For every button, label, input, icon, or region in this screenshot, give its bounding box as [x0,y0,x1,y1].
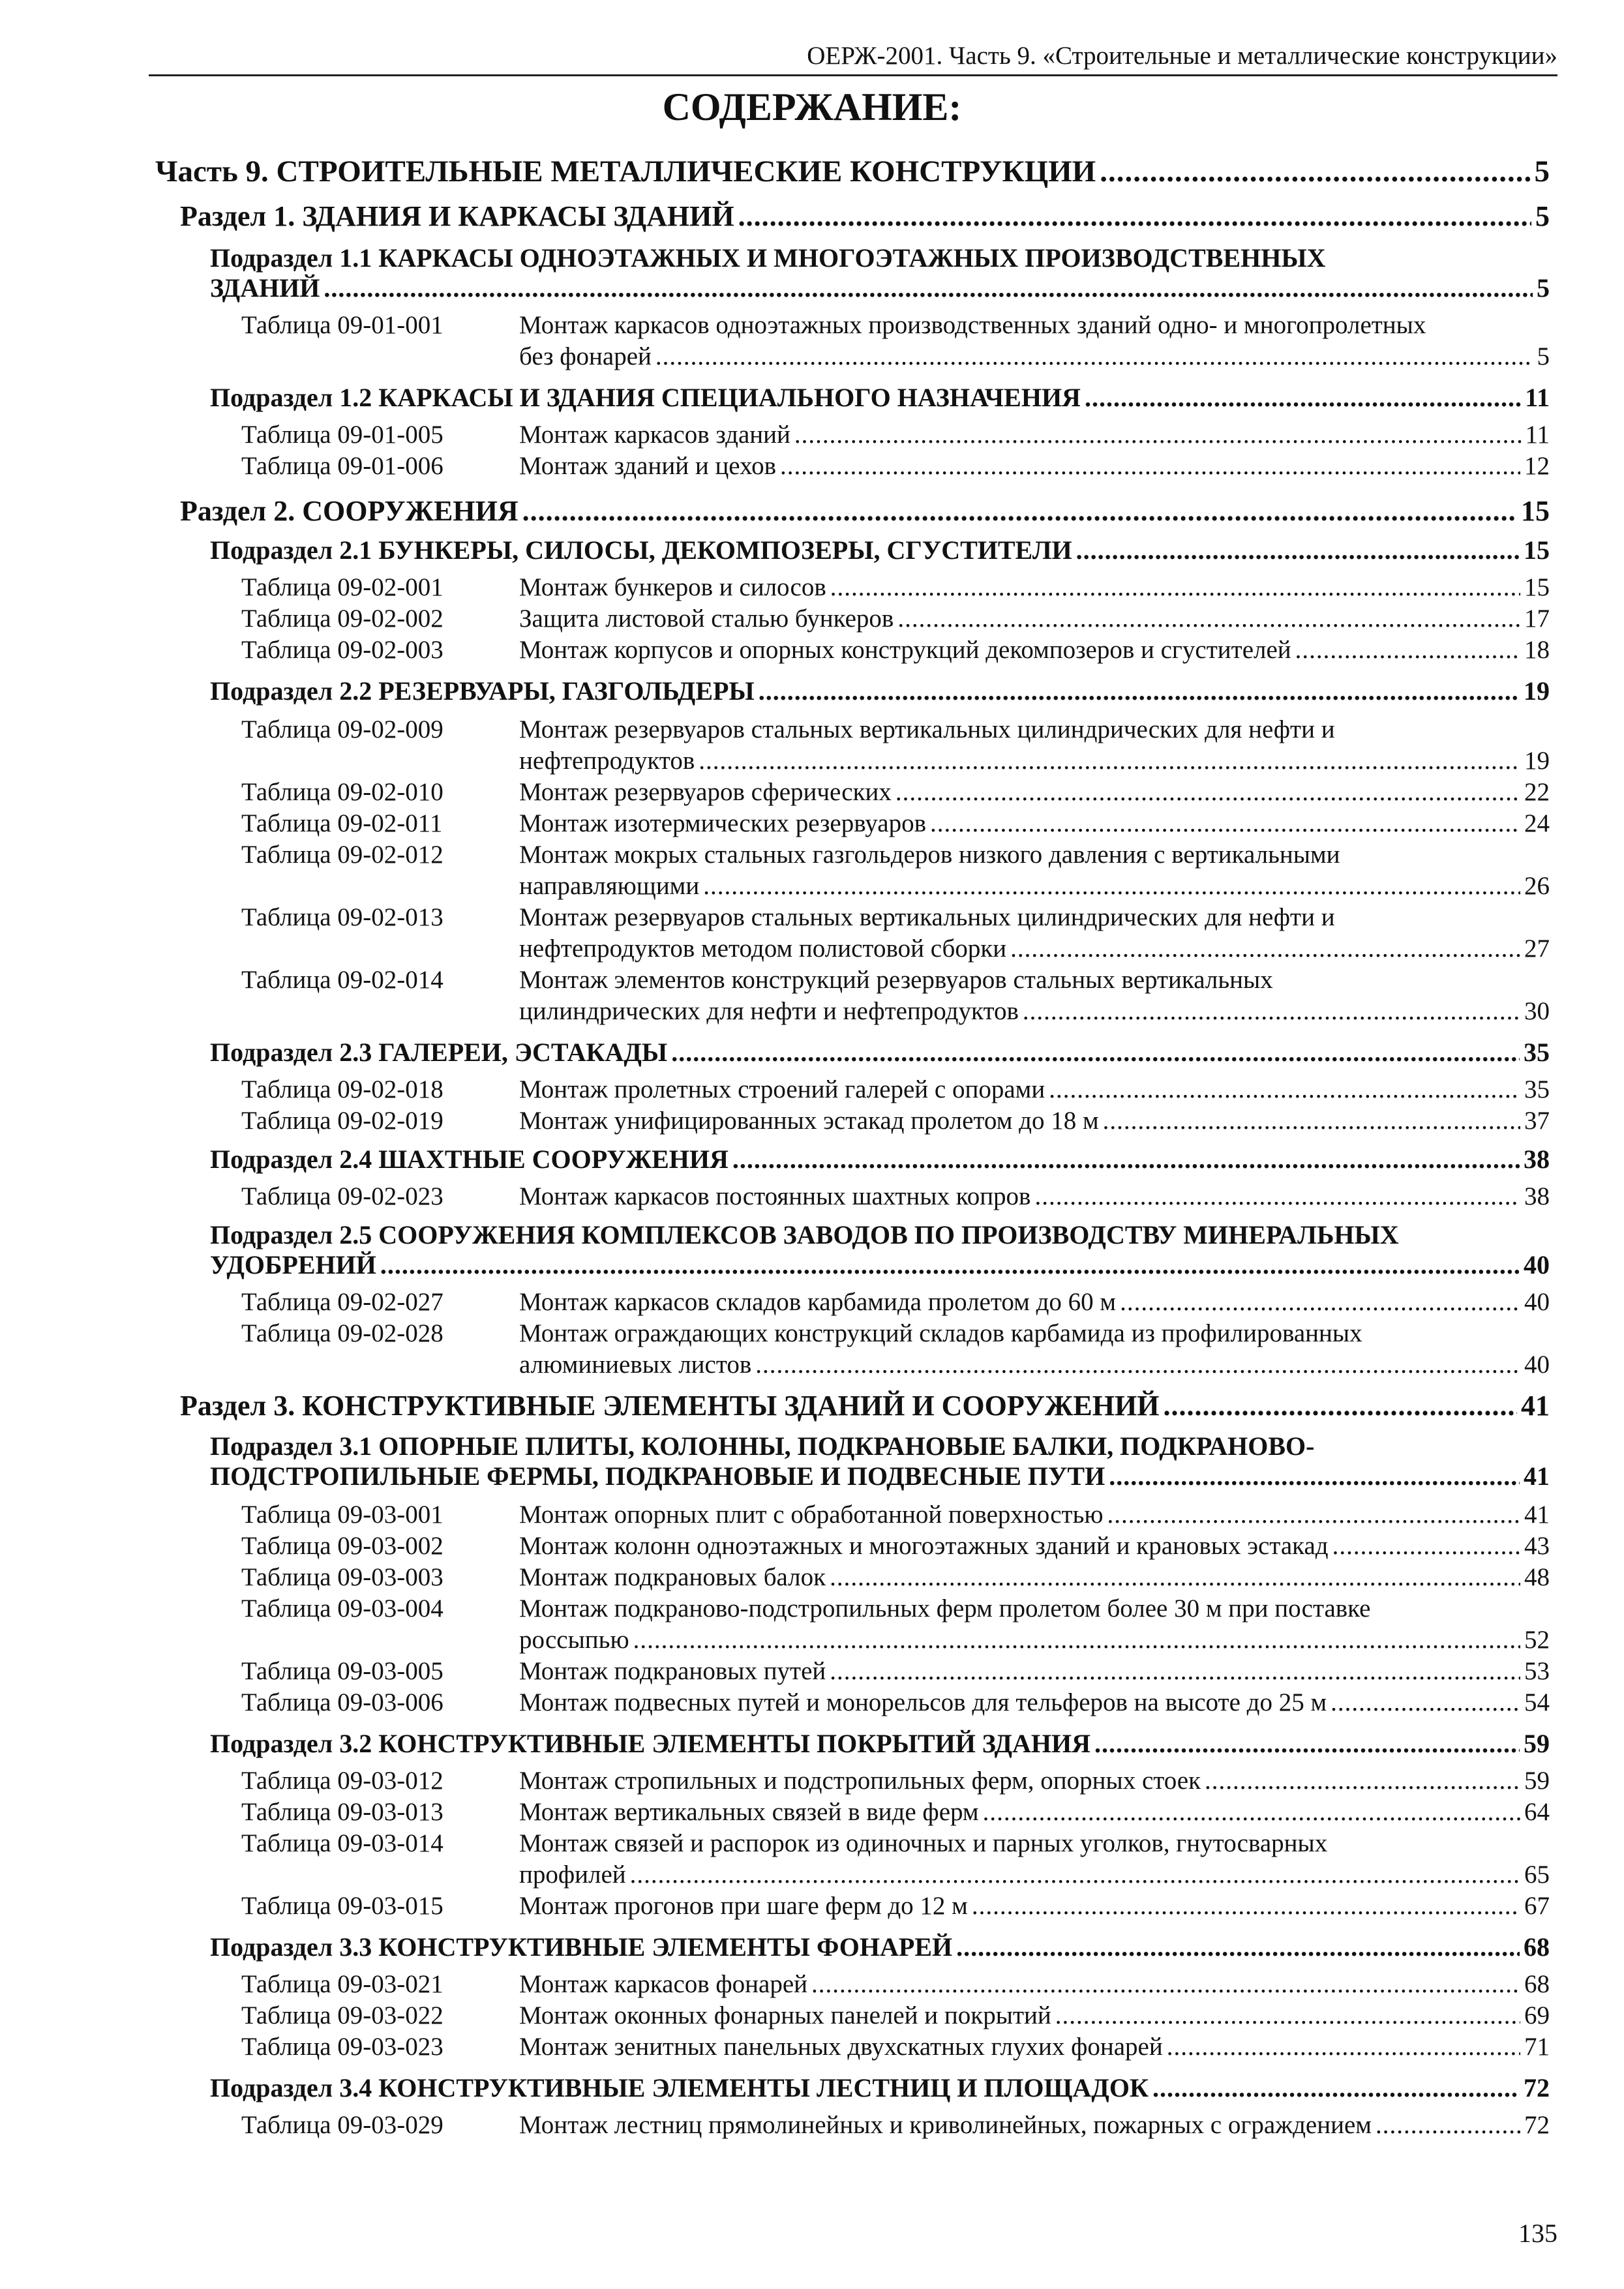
toc-title: Подраздел 2.2 РЕЗЕРВУАРЫ, ГАЗГОЛЬДЕРЫ [210,676,755,706]
toc-subsection-3-4[interactable] [210,2072,1550,2103]
toc-page: 5 [1535,200,1550,232]
dot-leader [830,1656,1520,1686]
toc-table-09-03-023[interactable] [519,2032,1550,2061]
toc-title: Монтаж каркасов фонарей [519,1970,808,1998]
toc-subsection-3-1[interactable] [210,1461,1550,1491]
table-code: Таблица 09-03-012 [241,1767,444,1795]
dot-leader [1205,1766,1520,1795]
toc-page: 19 [1524,676,1550,706]
toc-title: Монтаж унифицированных эстакад пролетом до 18 м [519,1107,1099,1135]
toc-page: 35 [1524,1038,1550,1067]
dot-leader [380,1249,1520,1280]
toc-table-09-03-001[interactable] [519,1500,1550,1529]
toc-table-09-02-018[interactable] [519,1075,1550,1104]
toc-title: Монтаж зданий и цехов [519,452,777,480]
table-title-line1[interactable]: Монтаж резервуаров стальных вертикальных цилиндрических для нефти и [519,903,1335,931]
toc-page: 19 [1524,747,1550,775]
toc-page: 30 [1524,997,1550,1025]
dot-leader [755,1350,1520,1379]
dot-leader [1120,1287,1520,1317]
toc-page: 38 [1524,1144,1550,1174]
table-code: Таблица 09-03-005 [241,1657,444,1685]
toc-page: 64 [1524,1798,1550,1826]
dot-leader [655,342,1533,371]
toc-title: Монтаж лестниц прямолинейных и криволинейных, пожарных с ограждением [519,2111,1372,2139]
toc-table-09-03-005[interactable] [519,1656,1550,1686]
toc-title: Раздел 1. ЗДАНИЯ И КАРКАСЫ ЗДАНИЙ [180,200,734,232]
toc-title: профилей [519,1861,626,1889]
table-code: Таблица 09-02-019 [241,1107,444,1135]
toc-table-09-02-019[interactable] [519,1106,1550,1135]
toc-title: без фонарей [519,342,652,370]
toc-page: 40 [1524,1351,1550,1379]
dot-leader [811,1969,1520,1999]
toc-title: ПОДСТРОПИЛЬНЫЕ ФЕРМЫ, ПОДКРАНОВЫЕ И ПОДВЕСНЫЕ ПУТИ [210,1461,1105,1491]
dot-leader [830,573,1520,602]
toc-title: Монтаж каркасов зданий [519,421,790,449]
toc-subsection-2-3[interactable] [210,1037,1550,1068]
toc-page: 72 [1524,2073,1550,2102]
toc-table-09-03-021[interactable] [519,1969,1550,1999]
toc-title: Подраздел 1.2 КАРКАСЫ И ЗДАНИЯ СПЕЦИАЛЬНОГО НАЗНАЧЕНИЯ [210,383,1081,412]
dot-leader [1085,382,1521,413]
table-title-line1[interactable]: Монтаж связей и распорок из одиночных и парных уголков, гнутосварных [519,1829,1328,1857]
toc-title: Монтаж оконных фонарных панелей и покрытий [519,2001,1051,2029]
dot-leader [1100,154,1530,189]
table-code: Таблица 09-03-003 [241,1563,444,1591]
toc-table-09-03-004[interactable] [519,1625,1550,1654]
toc-page: 48 [1524,1563,1550,1591]
toc-table-09-02-011[interactable] [519,809,1550,838]
toc-title: Часть 9. СТРОИТЕЛЬНЫЕ МЕТАЛЛИЧЕСКИЕ КОНСТРУКЦИИ [155,155,1096,188]
toc-page: 27 [1524,935,1550,963]
toc-title: нефтепродуктов [519,747,695,775]
toc-title: Монтаж резервуаров сферических [519,778,892,806]
toc-page: 38 [1524,1182,1550,1210]
toc-title: Подраздел 2.3 ГАЛЕРЕИ, ЭСТАКАДЫ [210,1038,668,1067]
toc-title: Защита листовой сталью бункеров [519,605,894,633]
toc-page: 54 [1524,1688,1550,1716]
toc-table-09-02-027[interactable] [519,1287,1550,1317]
table-code: Таблица 09-02-018 [241,1075,444,1103]
dot-leader [699,746,1520,775]
table-code: Таблица 09-03-021 [241,1970,444,1998]
toc-table-09-03-022[interactable] [519,2001,1550,2030]
toc-section-3[interactable] [180,1389,1550,1422]
toc-page: 41 [1521,1390,1550,1422]
table-title-line1[interactable]: Монтаж мокрых стальных газгольдеров низкого давления с вертикальными [519,841,1340,869]
toc-subsection-2-5[interactable] [210,1249,1550,1280]
toc-title: Монтаж пролетных строений галерей с опорами [519,1075,1045,1103]
toc-table-09-01-005[interactable] [519,420,1550,449]
toc-title: россыпью [519,1626,629,1654]
dot-leader [1376,2110,1520,2140]
dot-leader [1295,635,1520,665]
dot-leader [522,494,1517,528]
toc-table-09-02-012[interactable] [519,871,1550,901]
toc-title: Монтаж каркасов постоянных шахтных копров [519,1182,1031,1210]
toc-page: 72 [1524,2111,1550,2139]
toc-title: Раздел 2. СООРУЖЕНИЯ [180,495,519,527]
toc-table-09-02-003[interactable] [519,635,1550,665]
toc-page: 43 [1524,1532,1550,1560]
toc-title: Монтаж корпусов и опорных конструкций декомпозеров и сгустителей [519,636,1291,664]
toc-page: 69 [1524,2001,1550,2029]
toc-page: 59 [1524,1729,1550,1758]
table-title-line1[interactable]: Монтаж подкраново-подстропильных ферм пролетом более 30 м при поставке [519,1594,1371,1623]
dot-leader [895,777,1520,807]
toc-title: Монтаж изотермических резервуаров [519,809,927,837]
dot-leader [1109,1461,1520,1491]
table-code: Таблица 09-03-015 [241,1892,444,1920]
toc-table-09-03-012[interactable] [519,1766,1550,1795]
table-code: Таблица 09-03-004 [241,1594,444,1623]
toc-page: 11 [1525,421,1550,449]
toc-part-9[interactable] [155,154,1550,189]
toc-table-09-02-014[interactable] [519,996,1550,1026]
toc-title: Монтаж зенитных панельных двухскатных глухих фонарей [519,2033,1163,2061]
toc-table-09-03-006[interactable] [519,1688,1550,1717]
page-number: 135 [1518,2219,1557,2248]
dot-leader [1103,1106,1520,1135]
toc-title: Подраздел 2.1 БУНКЕРЫ, СИЛОСЫ, ДЕКОМПОЗЕРЫ, СГУСТИТЕЛИ [210,535,1072,565]
toc-page: 12 [1524,452,1550,480]
toc-title: Монтаж колонн одноэтажных и многоэтажных зданий и крановых эстакад [519,1532,1329,1560]
dot-leader [780,451,1520,481]
table-code: Таблица 09-02-023 [241,1182,444,1210]
toc-page: 17 [1524,605,1550,633]
toc-title: Монтаж подвесных путей и монорельсов для тельферов на высоте до 25 м [519,1688,1327,1716]
toc-page: 41 [1524,1501,1550,1529]
dot-leader [930,809,1520,838]
toc-title: Монтаж каркасов складов карбамида пролетом до 60 м [519,1288,1117,1316]
toc-subsection-1-2[interactable] [210,382,1550,413]
toc-subsection-2-5-line1[interactable]: Подраздел 2.5 СООРУЖЕНИЯ КОМПЛЕКСОВ ЗАВОДОВ ПО ПРОИЗВОДСТВУ МИНЕРАЛЬНЫХ [210,1220,1399,1249]
dot-leader [323,273,1533,303]
table-code: Таблица 09-02-027 [241,1288,444,1316]
table-code: Таблица 09-01-006 [241,452,444,480]
table-code: Таблица 09-03-002 [241,1532,444,1560]
toc-page: 52 [1524,1626,1550,1654]
toc-page: 5 [1537,342,1550,370]
table-code: Таблица 09-01-001 [241,311,444,339]
toc-table-09-03-015[interactable] [519,1891,1550,1921]
toc-page: 26 [1524,872,1550,900]
toc-table-09-03-013[interactable] [519,1797,1550,1827]
toc-title: ЗДАНИЙ [210,273,320,303]
toc-page: 59 [1524,1767,1550,1795]
toc-page: 35 [1524,1075,1550,1103]
dot-leader [1107,1500,1520,1529]
toc-page: 40 [1524,1288,1550,1316]
toc-subsection-1-1-line1[interactable]: Подраздел 1.1 КАРКАСЫ ОДНОЭТАЖНЫХ И МНОГОЭТАЖНЫХ ПРОИЗВОДСТВЕННЫХ [210,243,1326,273]
table-code: Таблица 09-02-012 [241,841,444,869]
table-code: Таблица 09-01-005 [241,421,444,449]
toc-title: цилиндрических для нефти и нефтепродуктов [519,997,1019,1025]
toc-title: Раздел 3. КОНСТРУКТИВНЫЕ ЭЛЕМЕНТЫ ЗДАНИЙ И СООРУЖЕНИЙ [180,1390,1160,1422]
dot-leader [1055,2001,1520,2030]
toc-table-09-02-009[interactable] [519,746,1550,775]
toc-title: нефтепродуктов методом полистовой сборки [519,935,1007,963]
toc-subsection-3-2[interactable] [210,1728,1550,1759]
dot-leader [1167,2032,1520,2061]
toc-title: Монтаж прогонов при шаге ферм до 12 м [519,1892,968,1920]
dot-leader [633,1625,1520,1654]
toc-table-09-02-001[interactable] [519,573,1550,602]
toc-page: 11 [1525,383,1550,412]
toc-table-09-03-003[interactable] [519,1563,1550,1592]
dot-leader [1094,1728,1520,1759]
toc-page: 15 [1524,573,1550,601]
dot-leader [794,420,1522,449]
toc-title: Подраздел 3.4 КОНСТРУКТИВНЫЕ ЭЛЕМЕНТЫ ЛЕСТНИЦ И ПЛОЩАДОК [210,2073,1149,2102]
table-code: Таблица 09-03-006 [241,1688,444,1716]
table-code: Таблица 09-03-023 [241,2033,444,2061]
toc-title: Монтаж опорных плит с обработанной поверхностью [519,1501,1104,1529]
toc-title: Монтаж вертикальных связей в виде ферм [519,1798,979,1826]
toc-title: Подраздел 2.4 ШАХТНЫЕ СООРУЖЕНИЯ [210,1144,729,1174]
dot-leader [830,1563,1520,1592]
toc-page: 5 [1534,155,1550,188]
toc-page: 67 [1524,1892,1550,1920]
dot-leader [630,1860,1520,1889]
toc-subsection-3-1-line1[interactable]: Подраздел 3.1 ОПОРНЫЕ ПЛИТЫ, КОЛОННЫ, ПОДКРАНОВЫЕ БАЛКИ, ПОДКРАНОВО- [210,1431,1315,1461]
toc-page: 22 [1524,778,1550,806]
page-title: СОДЕРЖАНИЕ: [662,85,962,128]
dot-leader [1076,535,1520,565]
toc-table-09-02-023[interactable] [519,1182,1550,1211]
table-code: Таблица 09-03-001 [241,1501,444,1529]
toc-page: 40 [1524,1250,1550,1279]
toc-page: 53 [1524,1657,1550,1685]
toc-subsection-2-1[interactable] [210,535,1550,565]
table-title-line1[interactable]: Монтаж ограждающих конструкций складов карбамида из профилированных [519,1319,1362,1347]
toc-title: Монтаж стропильных и подстропильных ферм, опорных стоек [519,1767,1201,1795]
toc-table-09-02-002[interactable] [519,604,1550,633]
dot-leader [972,1891,1520,1921]
toc-subsection-2-2[interactable] [210,676,1550,706]
toc-table-09-03-014[interactable] [519,1860,1550,1889]
toc-subsection-1-1[interactable] [210,273,1550,303]
table-code: Таблица 09-02-013 [241,903,444,931]
table-title-line1[interactable]: Монтаж элементов конструкций резервуаров стальных вертикальных [519,966,1273,994]
table-code: Таблица 09-02-001 [241,573,444,601]
toc-subsection-3-3[interactable] [210,1932,1550,1962]
dot-leader [983,1797,1520,1827]
table-title-line1[interactable]: Монтаж каркасов одноэтажных производственных зданий одно- и многопролетных [519,311,1426,339]
table-code: Таблица 09-02-014 [241,966,444,994]
toc-page: 65 [1524,1861,1550,1889]
toc-title: алюминиевых листов [519,1351,752,1379]
toc-page: 24 [1524,809,1550,837]
dot-leader [671,1037,1520,1068]
toc-title: Монтаж подкрановых путей [519,1657,826,1685]
table-code: Таблица 09-03-029 [241,2111,444,2139]
dot-leader [703,871,1520,901]
running-header: ОЕРЖ-2001. Часть 9. «Строительные и металлические конструкции» [807,42,1557,70]
toc-page: 18 [1524,636,1550,664]
toc-table-09-02-013[interactable] [519,934,1550,963]
dot-leader [1049,1075,1520,1104]
toc-subsection-2-4[interactable] [210,1144,1550,1174]
dot-leader [738,200,1531,233]
toc-title: УДОБРЕНИЙ [210,1250,376,1279]
table-code: Таблица 09-02-011 [241,809,443,837]
table-code: Таблица 09-03-014 [241,1829,444,1857]
table-code: Таблица 09-03-013 [241,1798,444,1826]
dot-leader [1152,2072,1520,2103]
toc-page: 15 [1521,495,1550,527]
toc-table-09-03-029[interactable] [519,2110,1550,2140]
dot-leader [1163,1389,1517,1422]
toc-title: Подраздел 3.2 КОНСТРУКТИВНЫЕ ЭЛЕМЕНТЫ ПОКРЫТИЙ ЗДАНИЯ [210,1729,1090,1758]
toc-title: Подраздел 3.3 КОНСТРУКТИВНЫЕ ЭЛЕМЕНТЫ ФОНАРЕЙ [210,1932,953,1962]
table-code: Таблица 09-02-009 [241,715,444,743]
dot-leader [759,676,1520,706]
toc-page: 68 [1524,1970,1550,1998]
toc-section-1[interactable] [180,200,1550,233]
dot-leader [1332,1531,1520,1561]
table-title-line1[interactable]: Монтаж резервуаров стальных вертикальных цилиндрических для нефти и [519,715,1335,743]
table-code: Таблица 09-03-022 [241,2001,444,2029]
dot-leader [1331,1688,1520,1717]
dot-leader [732,1144,1520,1174]
toc-page: 37 [1524,1107,1550,1135]
dot-leader [897,604,1520,633]
dot-leader [1010,934,1520,963]
table-code: Таблица 09-02-003 [241,636,444,664]
dot-leader [1034,1182,1520,1211]
toc-page: 5 [1537,273,1550,303]
toc-section-2[interactable] [180,494,1550,528]
toc-page: 41 [1524,1461,1550,1491]
toc-title: Монтаж подкрановых балок [519,1563,826,1591]
toc-table-09-02-010[interactable] [519,777,1550,807]
table-code: Таблица 09-02-028 [241,1319,444,1347]
toc-title: Монтаж бункеров и силосов [519,573,826,601]
dot-leader [1023,996,1520,1026]
toc-table-09-01-001[interactable] [519,342,1550,371]
table-code: Таблица 09-02-002 [241,605,444,633]
table-code: Таблица 09-02-010 [241,778,444,806]
toc-table-09-03-002[interactable] [519,1531,1550,1561]
toc-page: 15 [1524,535,1550,565]
toc-page: 71 [1524,2033,1550,2061]
toc-title: направляющими [519,872,700,900]
toc-page: 68 [1524,1932,1550,1962]
dot-leader [956,1932,1520,1962]
toc-table-09-02-028[interactable] [519,1350,1550,1379]
toc-table-09-01-006[interactable] [519,451,1550,481]
